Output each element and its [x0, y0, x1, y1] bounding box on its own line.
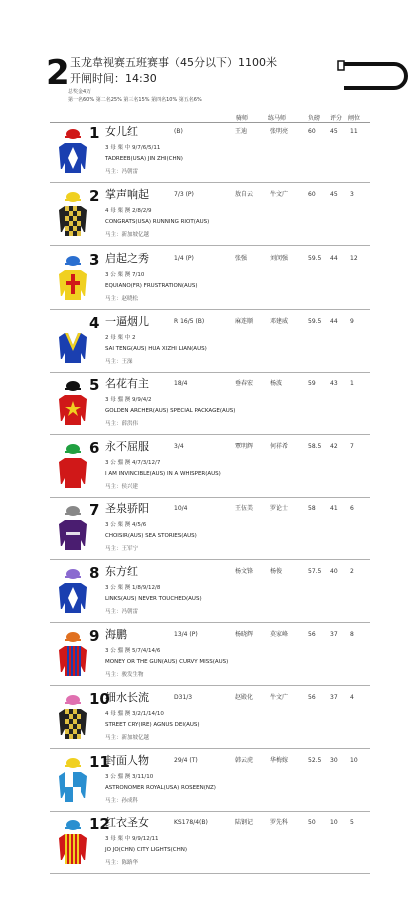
row-divider: [50, 497, 370, 498]
horse-entry: [50, 814, 370, 874]
col-jockey: 练马师: [268, 115, 287, 122]
horse-entry: [50, 375, 370, 435]
carried-weight: 57.5: [308, 568, 322, 575]
breeding: LINKS(AUS) NEVER TOUCHED(AUS): [105, 596, 202, 602]
horse-name: 永不屈服: [105, 440, 149, 453]
carried-weight: 58.5: [308, 443, 322, 450]
jockey-silk-icon: [58, 127, 88, 181]
trainer-name: 韩云虎: [235, 757, 254, 764]
rating: 37: [330, 694, 338, 701]
rating: 37: [330, 631, 338, 638]
horse-entry: [50, 626, 370, 686]
row-divider: [50, 622, 370, 623]
col-rating: 评分: [330, 115, 343, 122]
trainer-name: 赵殿化: [235, 694, 254, 701]
horse-number: 12: [89, 815, 110, 833]
jockey-name: 华梅嫁: [270, 757, 289, 764]
weight-note: 13/4 (P): [174, 631, 198, 638]
row-divider: [50, 182, 370, 183]
horse-info: 3 母 骝 澳 9/9/4/2: [105, 397, 152, 403]
rating: 40: [330, 568, 338, 575]
jockey-silk-icon: [58, 379, 88, 433]
jockey-name: 罗先科: [270, 819, 289, 826]
breeding: EQUIANO(FR) FRUSTRATION(AUS): [105, 283, 198, 289]
row-divider: [50, 685, 370, 686]
barrier: 4: [350, 694, 354, 701]
jockey-silk-icon: [58, 818, 88, 872]
weight-note: 29/4 (T): [174, 757, 198, 764]
horse-entry: [50, 313, 370, 373]
horse-name: 细水长流: [105, 691, 149, 704]
trainer-name: 覃明辉: [235, 443, 254, 450]
owner: 马主：王军宁: [105, 546, 139, 552]
horse-name: 掌声响起: [105, 188, 149, 201]
row-divider: [50, 748, 370, 749]
horse-info: 3 公 栗 澳 7/10: [105, 272, 145, 278]
col-weight: 负磅: [308, 115, 321, 122]
horse-number: 7: [89, 501, 100, 519]
rating: 41: [330, 505, 338, 512]
row-divider: [50, 309, 370, 310]
row-divider: [50, 245, 370, 246]
owner: 马主：侯兴建: [105, 484, 139, 490]
row-divider: [50, 811, 370, 812]
start-time: 开闸时间：14:30: [70, 72, 157, 85]
jockey-name: 邓建威: [270, 318, 289, 325]
horse-info: 4 母 栗 澳 2/8/2/9: [105, 208, 152, 214]
jockey-silk-icon: [58, 693, 88, 747]
horse-entry: [50, 123, 370, 183]
rating: 42: [330, 443, 338, 450]
jockey-silk-icon: [58, 630, 88, 684]
carried-weight: 60: [308, 128, 316, 135]
prize-distribution: 第一名60% 第二名25% 第三名15% 第四名10% 第五名6%: [68, 97, 202, 103]
owner: 马主：冯朝雷: [105, 609, 139, 615]
barrier: 9: [350, 318, 354, 325]
rating: 44: [330, 318, 338, 325]
weight-note: R 16/5 (B): [174, 318, 205, 325]
jockey-name: 杨俊: [270, 568, 283, 575]
race-number: 2: [46, 53, 70, 93]
horse-info: 3 公 栗 澳 4/5/6: [105, 522, 147, 528]
row-divider: [50, 434, 370, 435]
horse-entry: [50, 500, 370, 560]
horse-info: 3 母 栗 中 9/7/6/5/11: [105, 145, 161, 151]
rating: 45: [330, 128, 338, 135]
row-divider: [50, 873, 370, 874]
breeding: MONEY OR THE GUN(AUS) CURVY MISS(AUS): [105, 659, 229, 665]
horse-info: 3 公 骝 澳 5/7/4/14/6: [105, 648, 161, 654]
jockey-name: 何祥希: [270, 443, 289, 450]
rating: 43: [330, 380, 338, 387]
owner: 马主：新加坡亿越: [105, 232, 150, 238]
horse-info: 2 母 栗 中 2: [105, 335, 136, 341]
carried-weight: 50: [308, 819, 316, 826]
horse-name: 封面人物: [105, 754, 149, 767]
carried-weight: 56: [308, 694, 316, 701]
carried-weight: 59.5: [308, 318, 322, 325]
breeding: I AM INVINCIBLE(AUS) IN A WHISPER(AUS): [105, 471, 221, 477]
trainer-name: 张强: [235, 255, 248, 262]
weight-note: 3/4: [174, 443, 184, 450]
owner: 马主：新加坡亿越: [105, 735, 150, 741]
jockey-name: 张明亮: [270, 128, 289, 135]
horse-info: 3 公 骝 澳 3/11/10: [105, 774, 154, 780]
owner: 马主：王澡: [105, 359, 133, 365]
horse-entry: [50, 563, 370, 623]
jockey-silk-icon: [58, 190, 88, 244]
breeding: CONGRATS(USA) RUNNING RIOT(AUS): [105, 219, 210, 225]
trainer-name: 王迪: [235, 128, 248, 135]
horse-number: 9: [89, 627, 100, 645]
horse-entry: [50, 186, 370, 246]
rating: 30: [330, 757, 338, 764]
horse-info: 3 公 栗 澳 1/8/9/12/8: [105, 585, 161, 591]
breeding: STREET CRY(IRE) AGNUS DEI(AUS): [105, 722, 200, 728]
breeding: ASTRONOMER ROYAL(USA) ROSEEN(NZ): [105, 785, 216, 791]
horse-number: 11: [89, 753, 110, 771]
race-title: 玉龙韋视赛五班赛事（45分以下）1100米: [70, 56, 277, 69]
trainer-name: 杨晓辉: [235, 631, 254, 638]
jockey-name: 莫家峰: [270, 631, 289, 638]
barrier: 10: [350, 757, 358, 764]
jockey-silk-icon: [58, 504, 88, 558]
barrier: 11: [350, 128, 358, 135]
horse-name: 启起之秀: [105, 252, 149, 265]
barrier: 1: [350, 380, 354, 387]
horse-name: 女儿红: [105, 125, 138, 138]
horse-name: 红衣圣女: [105, 816, 149, 829]
owner: 马主：冯朝雷: [105, 169, 139, 175]
col-trainer: 骑师: [236, 115, 249, 122]
horse-info: 3 公 骝 澳 4/7/3/12/7: [105, 460, 161, 466]
owner: 马主：薛洪伟: [105, 421, 139, 427]
barrier: 8: [350, 631, 354, 638]
horse-number: 10: [89, 690, 110, 708]
owner: 马主：孙成科: [105, 798, 139, 804]
trainer-name: 垂春宏: [235, 380, 254, 387]
jockey-silk-icon: [58, 254, 88, 308]
horse-name: 东方红: [105, 565, 138, 578]
barrier: 3: [350, 191, 354, 198]
carried-weight: 59.5: [308, 255, 322, 262]
horse-entry: [50, 689, 370, 749]
trainer-name: 杨文锋: [235, 568, 254, 575]
jockey-name: 杨波: [270, 380, 283, 387]
jockey-name: 罗论士: [270, 505, 289, 512]
horse-name: 海鹏: [105, 628, 127, 641]
jockey-silk-icon: [58, 567, 88, 621]
carried-weight: 60: [308, 191, 316, 198]
weight-note: (B): [174, 128, 183, 135]
jockey-silk-icon: [58, 442, 88, 496]
horse-entry: [50, 250, 370, 310]
breeding: TADREEB(USA) JIN ZHI(CHN): [105, 156, 183, 162]
horse-number: 5: [89, 376, 100, 394]
horse-number: 4: [89, 314, 100, 332]
jockey-silk-icon: [58, 317, 88, 371]
track-map-icon: [336, 60, 408, 94]
jockey-name: 刘闵强: [270, 255, 289, 262]
barrier: 2: [350, 568, 354, 575]
horse-name: 一逼烟儿: [105, 315, 149, 328]
rating: 44: [330, 255, 338, 262]
owner: 马主：陈路华: [105, 860, 139, 866]
weight-note: D31/3: [174, 694, 193, 701]
carried-weight: 56: [308, 631, 316, 638]
owner: 马主：赵晓松: [105, 296, 139, 302]
weight-note: KS178/4(B): [174, 819, 208, 826]
horse-name: 圣泉骄阳: [105, 502, 149, 515]
breeding: JO JO(CHN) CITY LIGHTS(CHN): [105, 847, 188, 853]
rating: 10: [330, 819, 338, 826]
horse-entry: [50, 438, 370, 498]
horse-number: 8: [89, 564, 100, 582]
owner: 马主：骏发生物: [105, 672, 144, 678]
trainer-name: 麻连顺: [235, 318, 254, 325]
jockey-name: 牛文广: [270, 694, 289, 701]
trainer-name: 王伍美: [235, 505, 254, 512]
rating: 45: [330, 191, 338, 198]
horse-info: 4 母 骝 澳 3/2/1/14/10: [105, 711, 164, 717]
breeding: CHOISIR(AUS) SEA STORIES(AUS): [105, 533, 197, 539]
barrier: 6: [350, 505, 354, 512]
carried-weight: 59: [308, 380, 316, 387]
horse-number: 1: [89, 124, 100, 142]
horse-number: 6: [89, 439, 100, 457]
barrier: 12: [350, 255, 358, 262]
breeding: SAI TENG(AUS) HUA XIZHI LIAN(AUS): [105, 346, 207, 352]
carried-weight: 52.5: [308, 757, 322, 764]
prize-total: 总奖金4万: [68, 89, 92, 95]
breeding: GOLDEN ARCHER(AUS) SPECIAL PACKAGE(AUS): [105, 408, 236, 414]
trainer-name: 陆钢记: [235, 819, 254, 826]
weight-note: 1/4 (P): [174, 255, 194, 262]
barrier: 7: [350, 443, 354, 450]
row-divider: [50, 559, 370, 560]
horse-name: 名花有主: [105, 377, 149, 390]
jockey-silk-icon: [58, 756, 88, 810]
race-header: [46, 54, 376, 112]
trainer-name: 敖自云: [235, 191, 254, 198]
weight-note: 18/4: [174, 380, 188, 387]
weight-note: 7/3 (P): [174, 191, 194, 198]
weight-note: 10/4: [174, 505, 188, 512]
horse-number: 3: [89, 251, 100, 269]
row-divider: [50, 372, 370, 373]
carried-weight: 58: [308, 505, 316, 512]
barrier: 5: [350, 819, 354, 826]
jockey-name: 牛文广: [270, 191, 289, 198]
col-barrier: 闸位: [348, 115, 361, 122]
horse-entry: [50, 752, 370, 812]
horse-info: 3 母 栗 中 9/9/12/11: [105, 836, 159, 842]
horse-number: 2: [89, 187, 100, 205]
